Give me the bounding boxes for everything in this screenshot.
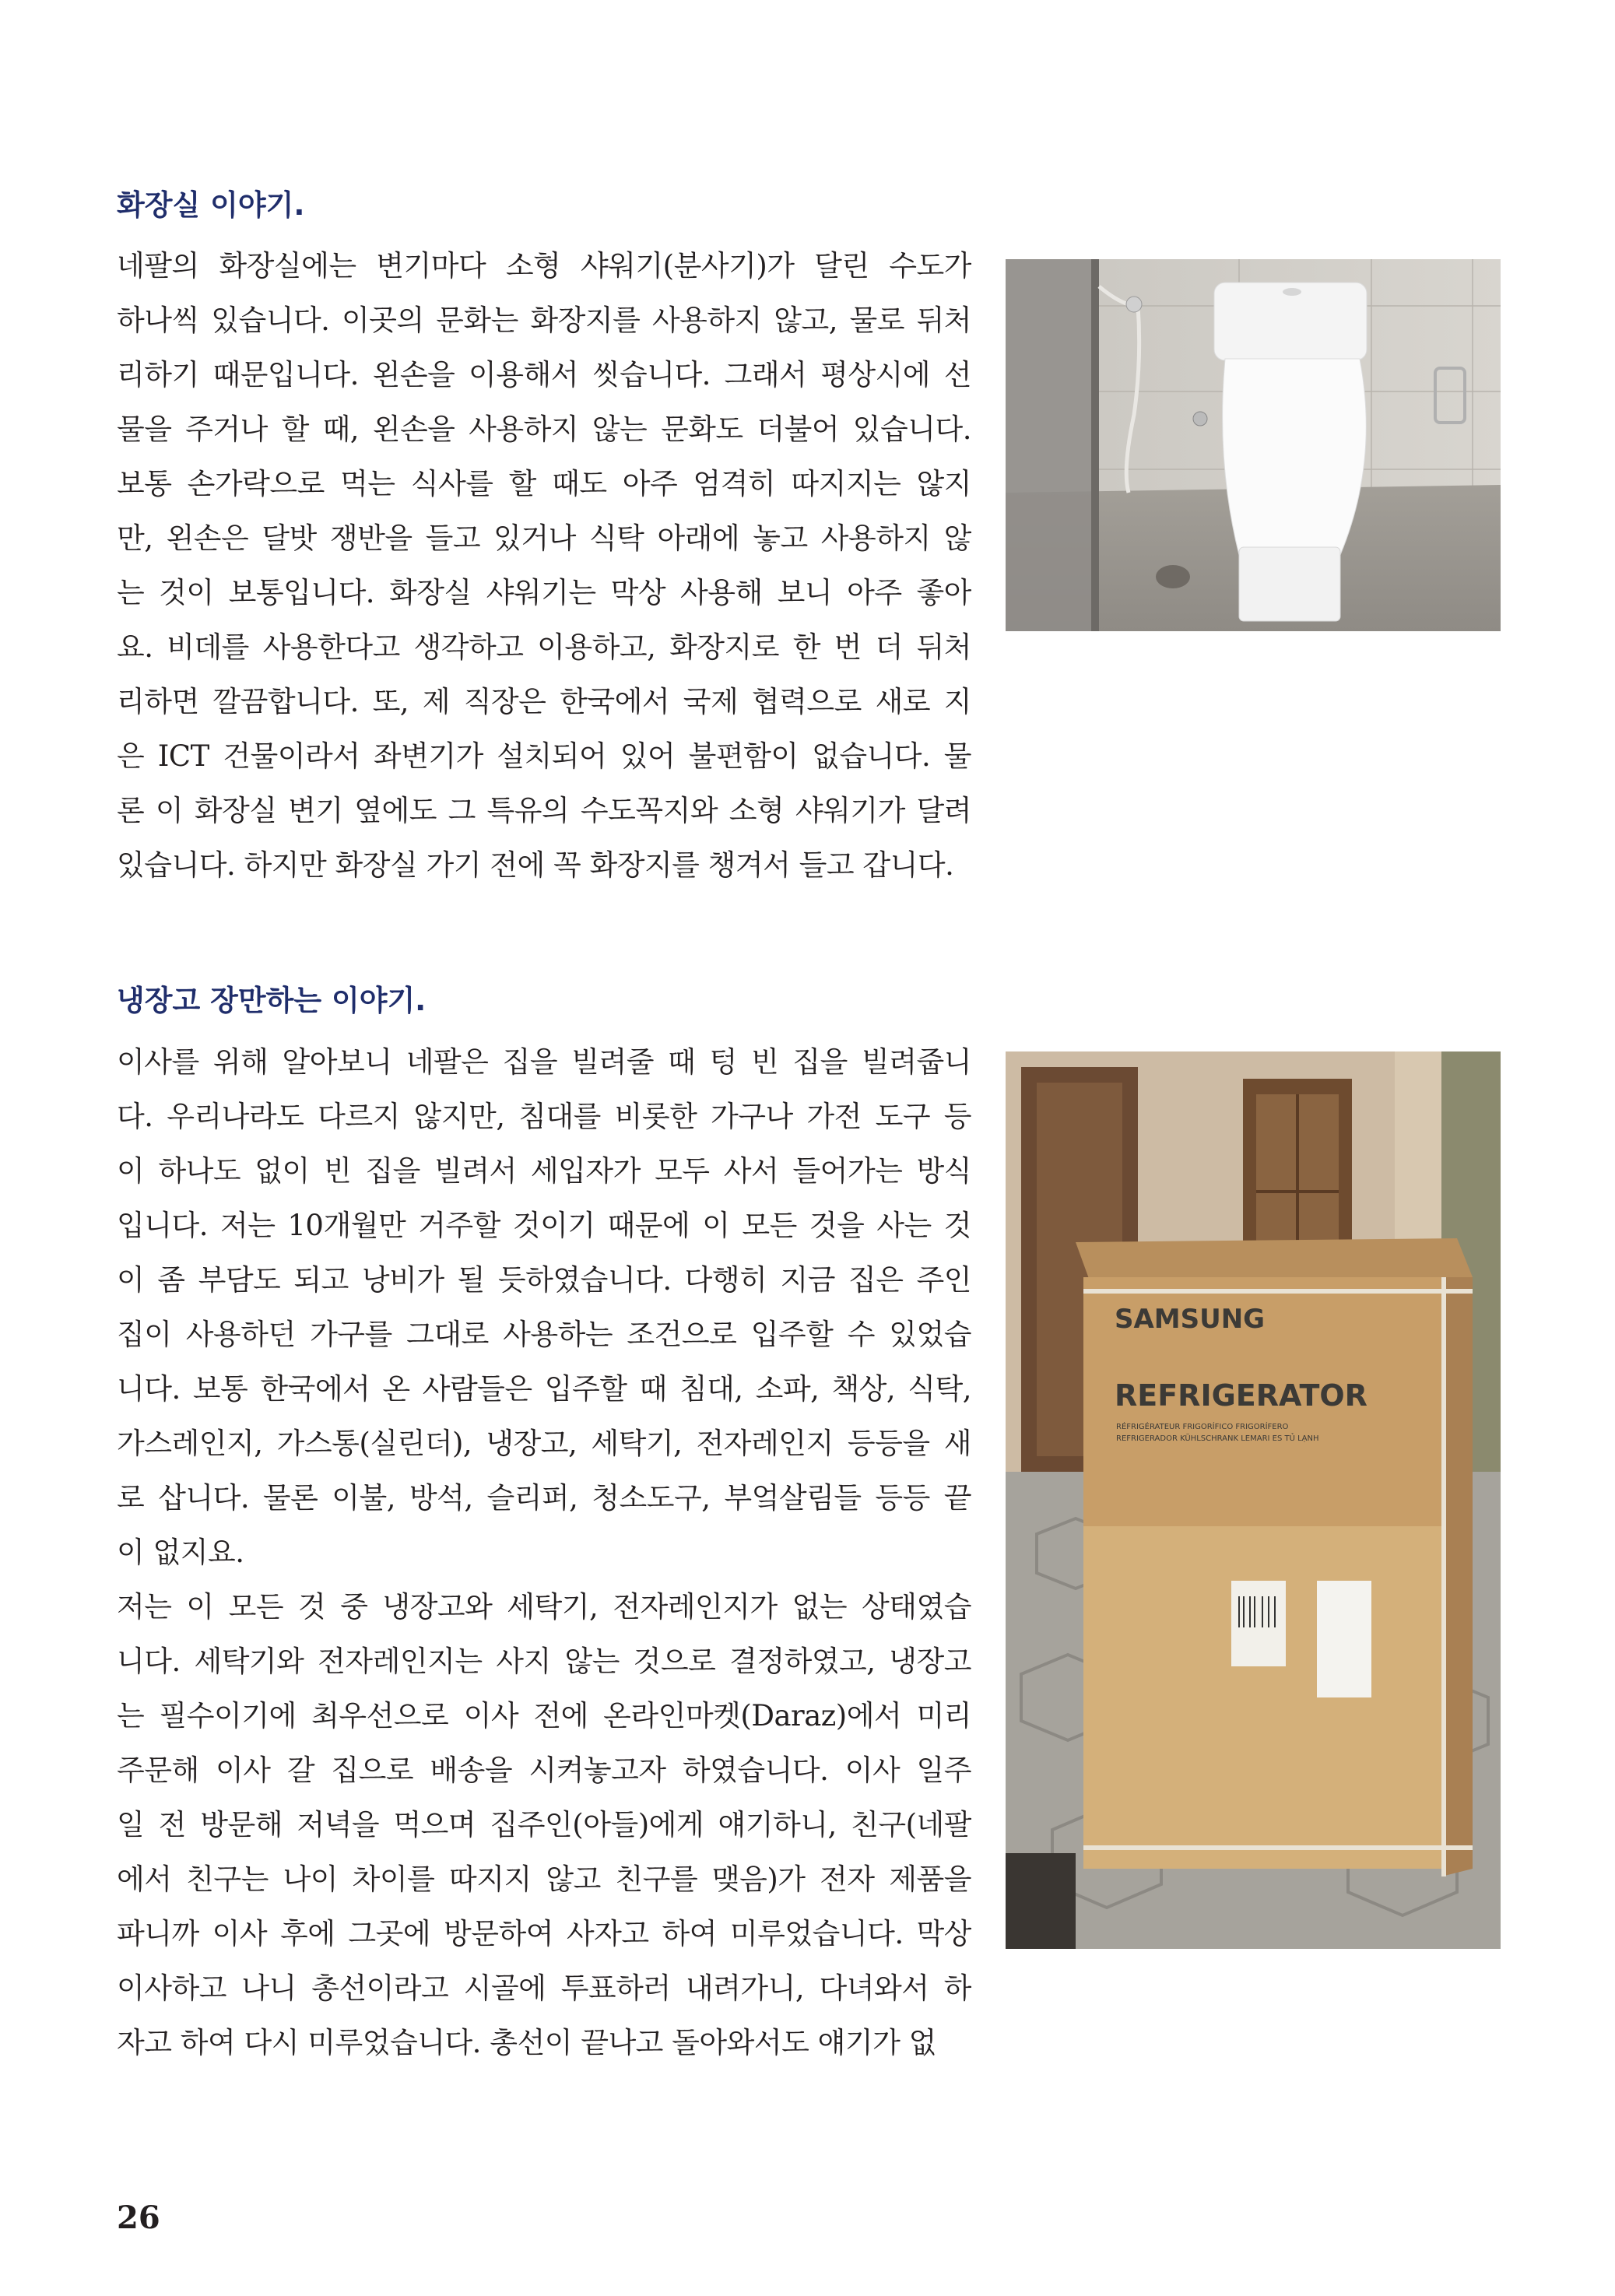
paragraph-line: 는 필수이기에 최우선으로 이사 전에 온라인마켓(Daraz)에서 미리 (117, 1699, 971, 1733)
page-number: 26 (117, 2199, 160, 2236)
paragraph-line: 요. 비데를 사용한다고 생각하고 이용하고, 화장지로 한 번 더 뒤처 (117, 630, 971, 664)
paragraph-line: 는 것이 보통입니다. 화장실 샤워기는 막상 사용해 보니 아주 좋아 (117, 576, 971, 609)
box-translations-line2: REFRIGERADOR KÜHLSCHRANK LEMARI ES TỦ LẠNH (1116, 1434, 1319, 1443)
paragraph-line: 리하면 깔끔합니다. 또, 제 직장은 한국에서 국제 협력으로 새로 지 (117, 685, 971, 718)
paragraph-line: 이 좀 부담도 되고 낭비가 될 듯하였습니다. 다행히 지금 집은 주인 (117, 1263, 971, 1297)
paragraph-line: 만, 왼손은 달밧 쟁반을 들고 있거나 식탁 아래에 놓고 사용하지 않 (117, 521, 971, 555)
paragraph-line: 가스레인지, 가스통(실린더), 냉장고, 세탁기, 전자레인지 등등을 새 (117, 1427, 971, 1460)
box-brand-text: SAMSUNG (1115, 1304, 1266, 1335)
section-title-refrigerator: 냉장고 장만하는 이야기. (117, 984, 427, 1017)
paragraph-line: 주문해 이사 갈 집으로 배송을 시켜놓고자 하였습니다. 이사 일주 (117, 1754, 971, 1787)
paragraph-line: 이사하고 나니 총선이라고 시골에 투표하러 내려가니, 다녀와서 하 (117, 1971, 971, 2005)
box-product-text: REFRIGERATOR (1115, 1378, 1367, 1413)
photo-bathroom-toilet (1006, 259, 1501, 631)
paragraph-line: 론 이 화장실 변기 옆에도 그 특유의 수도꼭지와 소형 샤워기가 달려 (117, 794, 971, 827)
section-title-bathroom: 화장실 이야기. (117, 188, 305, 222)
paragraph-line: 보통 손가락으로 먹는 식사를 할 때도 아주 엄격히 따지지는 않지 (117, 467, 971, 500)
paragraph-line: 다. 우리나라도 다르지 않지만, 침대를 비롯한 가구나 가전 도구 등 (117, 1100, 971, 1133)
paragraph-line: 네팔의 화장실에는 변기마다 소형 샤워기(분사기)가 달린 수도가 (117, 249, 971, 283)
paragraph-line: 니다. 세탁기와 전자레인지는 사지 않는 것으로 결정하였고, 냉장고 (117, 1645, 971, 1678)
paragraph-line: 파니까 이사 후에 그곳에 방문하여 사자고 하여 미루었습니다. 막상 (117, 1917, 971, 1950)
paragraph-line: 리하기 때문입니다. 왼손을 이용해서 씻습니다. 그래서 평상시에 선 (117, 358, 971, 391)
paragraph-line: 은 ICT 건물이라서 좌변기가 설치되어 있어 불편함이 없습니다. 물 (117, 739, 971, 773)
body-text-bathroom (117, 239, 971, 893)
paragraph-line: 로 삽니다. 물론 이불, 방석, 슬리퍼, 청소도구, 부엌살림들 등등 끝 (117, 1481, 971, 1515)
body-text-refrigerator (117, 1035, 971, 2070)
paragraph-line: 이사를 위해 알아보니 네팔은 집을 빌려줄 때 텅 빈 집을 빌려줍니 (117, 1045, 971, 1079)
paragraph-line: 하나씩 있습니다. 이곳의 문화는 화장지를 사용하지 않고, 물로 뒤처 (117, 304, 971, 337)
box-translations-line1: RÉFRIGÉRATEUR FRIGORÍFICO FRIGORÍFERO (1116, 1423, 1289, 1431)
paragraph-line: 이 없지요. (117, 1536, 244, 1569)
paragraph-line: 있습니다. 하지만 화장실 가기 전에 꼭 화장지를 챙겨서 들고 갑니다. (117, 848, 954, 882)
paragraph-line: 집이 사용하던 가구를 그대로 사용하는 조건으로 입주할 수 있었습 (117, 1318, 971, 1351)
paragraph-line: 입니다. 저는 10개월만 거주할 것이기 때문에 이 모든 것을 사는 것 (117, 1209, 971, 1242)
paragraph-line: 물을 주거나 할 때, 왼손을 사용하지 않는 문화도 더불어 있습니다. (117, 413, 971, 446)
paragraph-line: 에서 친구는 나이 차이를 따지지 않고 친구를 맺음)가 전자 제품을 (117, 1862, 971, 1896)
photo-samsung-refrigerator-box (1006, 1051, 1501, 1949)
paragraph-line: 니다. 보통 한국에서 온 사람들은 입주할 때 침대, 소파, 책상, 식탁, (117, 1372, 971, 1406)
paragraph-line: 저는 이 모든 것 중 냉장고와 세탁기, 전자레인지가 없는 상태였습 (117, 1590, 971, 1624)
paragraph-line: 자고 하여 다시 미루었습니다. 총선이 끝나고 돌아와서도 얘기가 없 (117, 2026, 936, 2059)
paragraph-line: 일 전 방문해 저녁을 먹으며 집주인(아들)에게 얘기하니, 친구(네팔 (117, 1808, 971, 1841)
paragraph-line: 이 하나도 없이 빈 집을 빌려서 세입자가 모두 사서 들어가는 방식 (117, 1154, 971, 1188)
